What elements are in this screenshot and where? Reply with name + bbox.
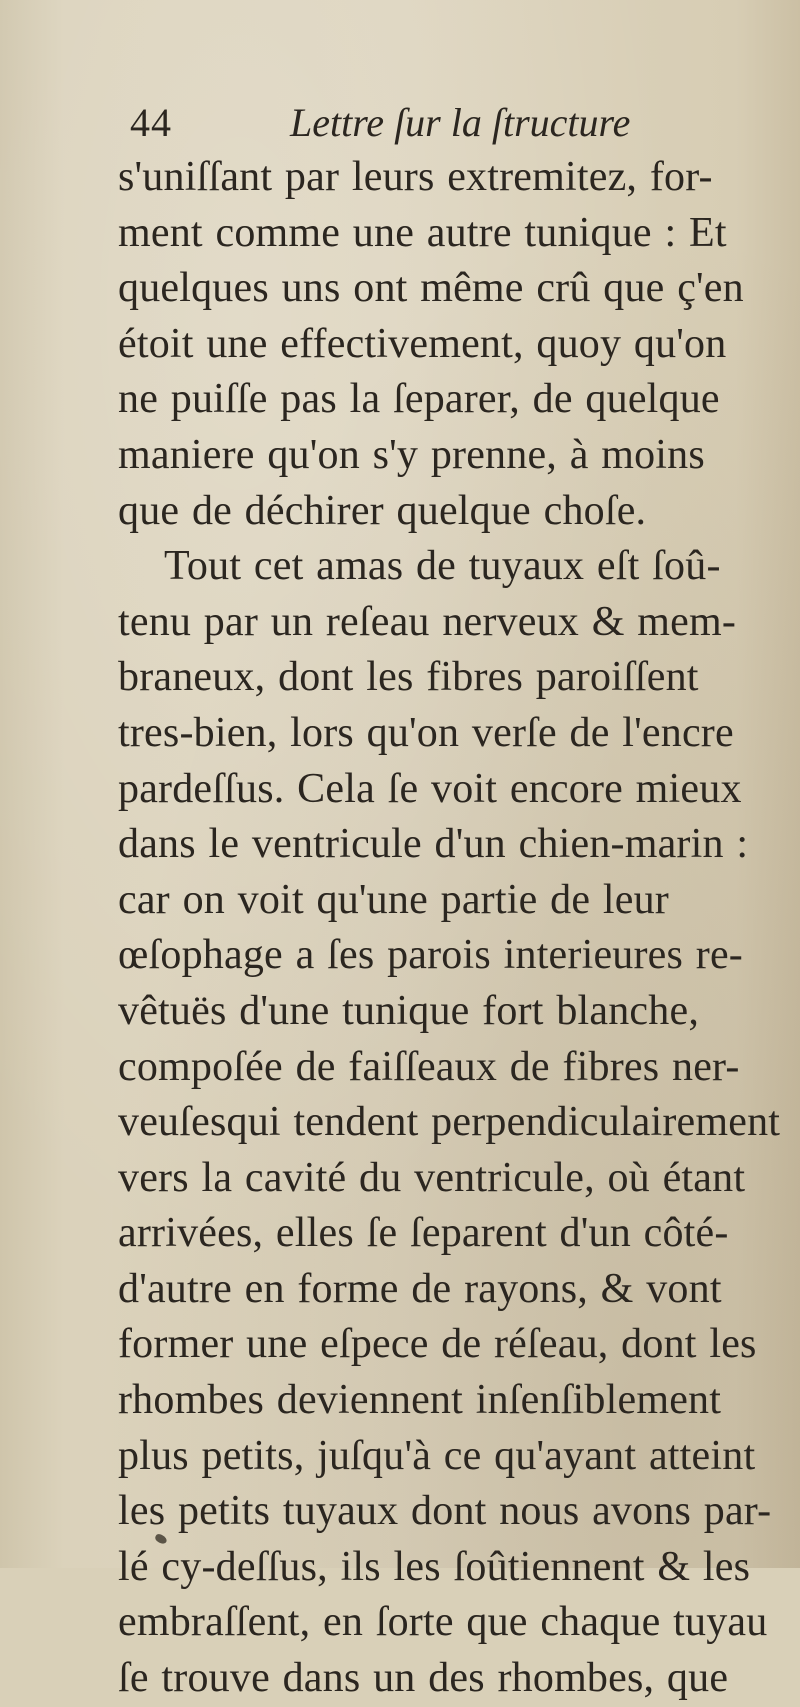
text-line: les petits tuyaux dont nous avons par- [118,1488,772,1535]
text-line: ment comme une autre tunique : Et [118,209,727,256]
paragraph-start-line: Tout cet amas de tuyaux eſt ſoû- [164,543,721,590]
page-header [130,98,740,148]
text-line: vers la cavité du ventricule, où étant [118,1154,746,1201]
text-line: lé cy-deſſus, ils les ſoûtiennent & les [118,1543,751,1590]
text-line: que de déchirer quelque choſe. [118,487,647,534]
text-line: plus petits, juſqu'à ce qu'ayant atteint [118,1432,756,1479]
text-line: car on voit qu'une partie de leur [118,876,669,923]
text-line: compoſée de faiſſeaux de fibres ner- [118,1043,740,1090]
text-line: veuſesqui tendent perpendiculairement [118,1099,781,1146]
text-line: braneux, dont les fibres paroiſſent [118,654,699,701]
text-line: s'uniſſant par leurs extremitez, for- [118,154,713,200]
text-line: quelques uns ont même crû que ç'en [118,265,744,312]
text-line: arrivées, elles ſe ſeparent d'un côté- [118,1210,729,1257]
text-line: pardeſſus. Cela ſe voit encore mieux [118,765,742,812]
running-head: Lettre ſur la ſtructure [290,100,631,145]
text-line: tres-bien, lors qu'on verſe de l'encre [118,709,734,756]
text-line: former une eſpece de réſeau, dont les [118,1321,757,1368]
text-line: maniere qu'on s'y prenne, à moins [118,431,705,478]
text-line: ſe trouve dans un des rhombes, que [118,1655,729,1702]
text-line: vêtuës d'une tunique fort blanche, [118,987,700,1034]
text-line: d'autre en forme de rayons, & vont [118,1265,722,1312]
text-line: œſophage a ſes parois interieures re- [118,932,743,979]
text-line: tenu par un reſeau nerveux & mem- [118,598,737,645]
body-text [118,150,783,1707]
text-line: étoit une effectivement, quoy qu'on [118,320,727,367]
text-line: rhombes deviennent inſenſiblement [118,1377,722,1424]
page-number: 44 [130,100,172,145]
text-line: embraſſent, en ſorte que chaque tuyau [118,1599,768,1646]
text-line: dans le ventricule d'un chien-marin : [118,821,749,868]
text-line: ne puiſſe pas la ſeparer, de quelque [118,376,720,423]
